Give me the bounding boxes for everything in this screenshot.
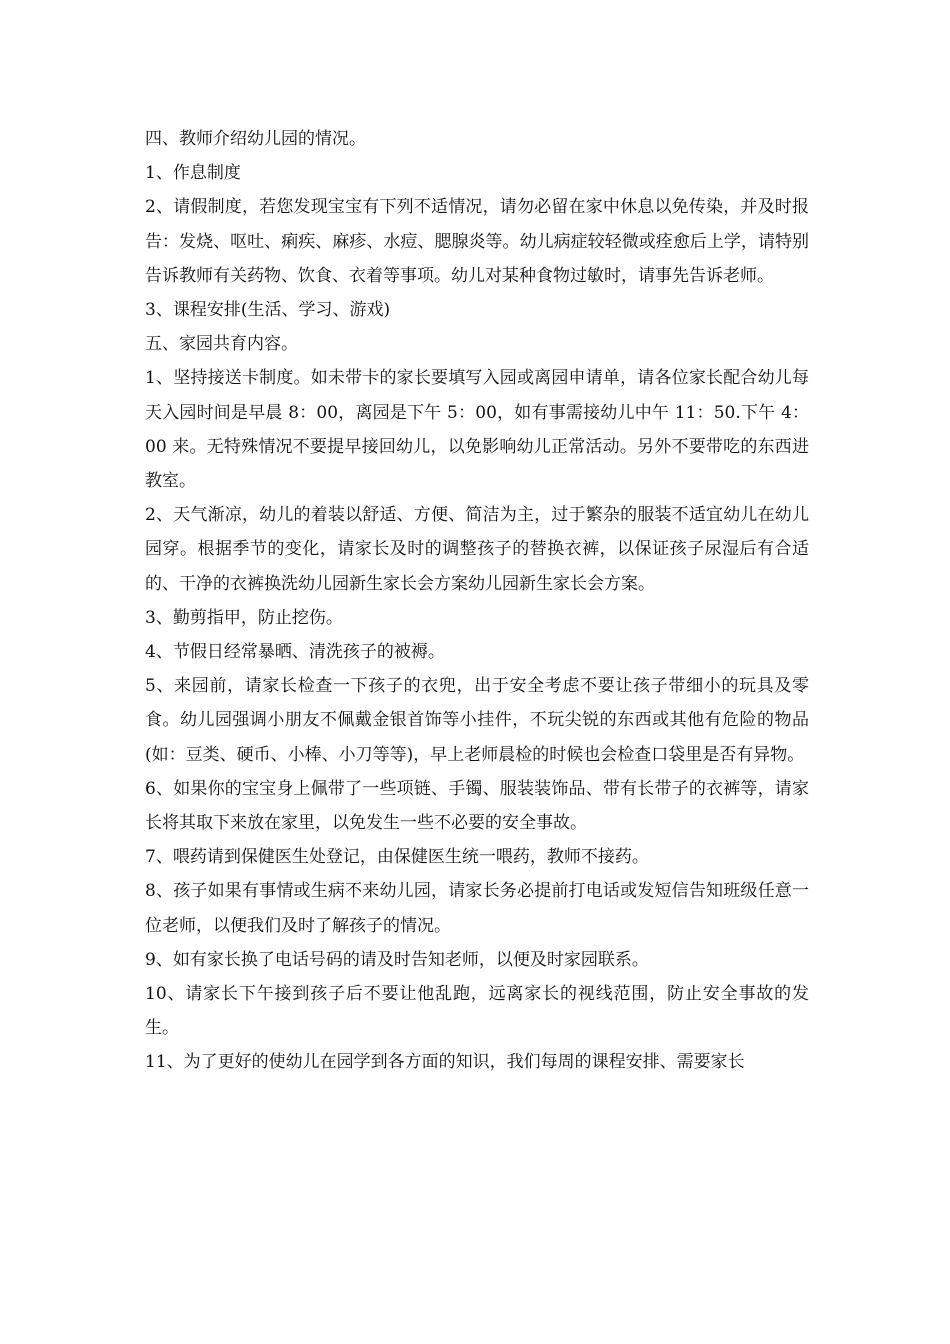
- item-pickup-card: 1、坚持接送卡制度。如未带卡的家长要填写入园或离园申请单，请各位家长配合幼儿每天入园时间是早晨 8：00，离园是下午 5：00，如有事需接幼儿中午 11：50.下午 4：00 来。无特殊情况不要提早接回幼儿，以免影响幼儿正常活动。另外不要带吃的东西进教室。: [145, 368, 809, 492]
- item-bedding: 4、节假日经常暴晒、清洗孩子的被褥。: [145, 642, 445, 663]
- item-absence: 8、孩子如果有事情或生病不来幼儿园，请家长务必提前打电话或发短信告知班级任意一位老师，以便我们及时了解孩子的情况。: [145, 881, 809, 936]
- document-body: [145, 122, 809, 1080]
- item-clothing: 2、天气渐凉，幼儿的着装以舒适、方便、简洁为主，过于繁杂的服装不适宜幼儿在幼儿园穿。根据季节的变化，请家长及时的调整孩子的替换衣裤，以保证孩子尿湿后有合适的、干净的衣裤换洗幼儿园新生家长会方案幼儿园新生家长会方案。: [145, 505, 809, 594]
- section-heading-four: 四、教师介绍幼儿园的情况。: [145, 129, 366, 149]
- item-after-school: 10、请家长下午接到孩子后不要让他乱跑，远离家长的视线范围，防止安全事故的发生。: [145, 984, 809, 1039]
- item-nails: 3、勤剪指甲，防止挖伤。: [145, 607, 343, 628]
- item-weekly-curriculum: 11、为了更好的使幼儿在园学到各方面的知识，我们每周的课程安排、需要家长: [145, 1052, 745, 1073]
- item-leave-policy: 2、请假制度，若您发现宝宝有下列不适情况，请勿必留在家中休息以免传染，并及时报告：发烧、呕吐、痢疾、麻疹、水痘、腮腺炎等。幼儿病症较轻微或痊愈后上学，请特别告诉教师有关药物、饮食、衣着等事项。幼儿对某种食物过敏时，请事先告诉老师。: [145, 197, 809, 286]
- section-heading-five: 五、家园共育内容。: [145, 334, 298, 355]
- item-curriculum: 3、课程安排(生活、学习、游戏): [145, 300, 391, 321]
- item-pocket-check: 5、来园前，请家长检查一下孩子的衣兜，出于安全考虑不要让孩子带细小的玩具及零食。幼儿园强调小朋友不佩戴金银首饰等小挂件，不玩尖锐的东西或其他有危险的物品(如：豆类、硬币、小棒、小刀等等)，早上老师晨检的时候也会检查口袋里是否有异物。: [145, 676, 809, 765]
- item-medicine: 7、喂药请到保健医生处登记，由保健医生统一喂药，教师不接药。: [145, 847, 649, 868]
- item-accessories: 6、如果你的宝宝身上佩带了一些项链、手镯、服装装饰品、带有长带子的衣裤等，请家长将其取下来放在家里，以免发生一些不必要的安全事故。: [145, 778, 809, 834]
- item-schedule: 1、作息制度: [145, 163, 241, 184]
- item-phone-change: 9、如有家长换了电话号码的请及时告知老师，以便及时家园联系。: [145, 949, 649, 970]
